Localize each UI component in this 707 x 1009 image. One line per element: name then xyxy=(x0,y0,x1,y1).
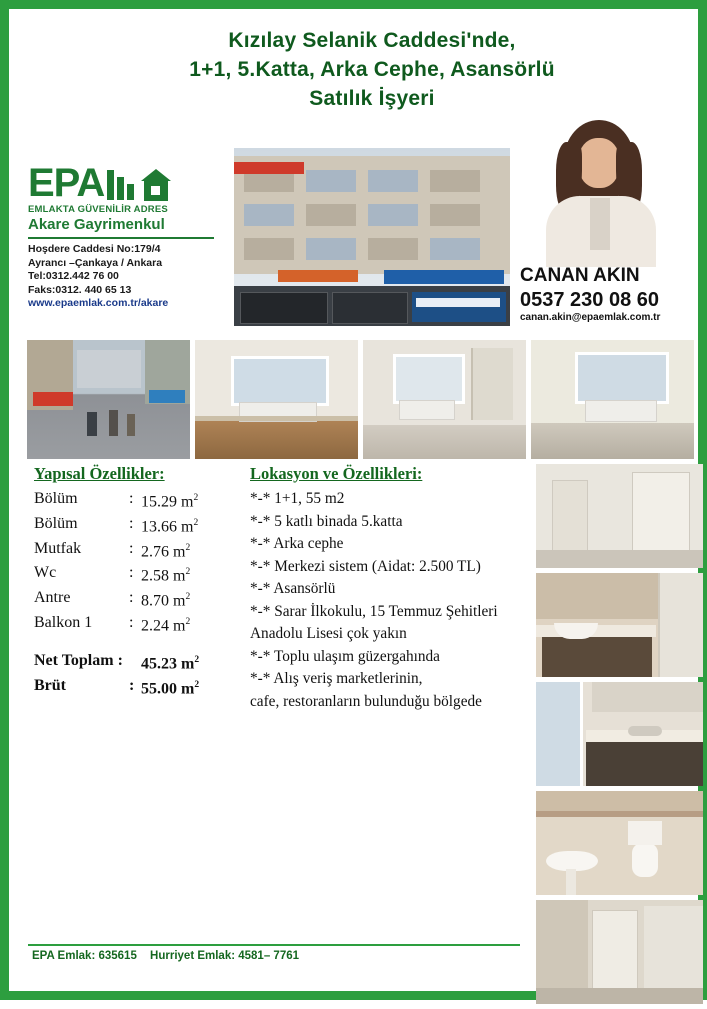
brand-text: EPA xyxy=(28,161,105,205)
spec-value-text: 13.66 m xyxy=(141,518,194,536)
spec-unit: 2 xyxy=(185,567,191,578)
list-item: *-* Alış veriş marketlerinin, xyxy=(250,670,423,687)
photo-building-facade xyxy=(234,148,510,326)
spec-unit: 2 xyxy=(185,592,191,603)
flyer-inner xyxy=(9,9,698,991)
company-name: Akare Gayrimenkul xyxy=(28,216,165,233)
spec-unit: 2 xyxy=(185,542,191,553)
spec-label: Bölüm xyxy=(34,514,78,532)
list-item-cont: cafe, restoranların bulunduğu bölgede xyxy=(250,692,482,710)
address-line-1: Hoşdere Caddesi No:179/4 xyxy=(28,243,161,255)
agent-name: CANAN AKIN xyxy=(520,265,640,286)
headline-line-3: Satılık İşyeri xyxy=(309,87,435,110)
total-separator: : xyxy=(129,676,135,694)
photo-kitchen xyxy=(536,682,703,786)
spec-label: Balkon 1 xyxy=(34,614,93,632)
footer xyxy=(32,950,309,962)
total-value xyxy=(141,675,244,700)
total-row-gross xyxy=(34,675,244,700)
photo-column xyxy=(536,464,703,1009)
spec-value-text: 2.58 m xyxy=(141,567,186,585)
spec-label: Bölüm xyxy=(34,490,78,507)
spec-unit: 2 xyxy=(193,517,199,528)
spec-row xyxy=(34,538,244,563)
footer-epa-code: EPA Emlak: 635615 xyxy=(32,950,137,962)
headline-line-1: Kızılay Selanik Caddesi'nde, xyxy=(228,29,516,52)
house-icon xyxy=(141,169,171,201)
spec-label: Wc xyxy=(34,564,57,582)
address-line-2: Ayrancı –Çankaya / Ankara xyxy=(28,256,163,269)
photo-agent xyxy=(520,112,682,267)
company-phone: Tel:0312.442 76 00 xyxy=(28,270,119,282)
list-item: *-* Sarar İlkokulu, 15 Temmuz Şehitleri xyxy=(250,602,498,620)
brand-tagline: EMLAKTA GÜVENİLİR ADRES xyxy=(28,204,168,215)
spec-value xyxy=(141,538,244,563)
page-title xyxy=(102,26,642,113)
spec-label: Antre xyxy=(34,589,71,607)
bars-icon xyxy=(107,170,137,200)
agent-email[interactable]: canan.akin@epaemlak.com.tr xyxy=(520,312,661,323)
company-address xyxy=(28,243,228,311)
spec-row xyxy=(34,562,244,587)
total-value-text: 45.23 m xyxy=(141,655,195,673)
list-item: *-* Merkezi sistem (Aidat: 2.500 TL) xyxy=(250,557,481,575)
agent-phone[interactable]: 0537 230 08 60 xyxy=(520,289,660,311)
photo-bathroom-sink xyxy=(536,573,703,677)
spec-separator: : xyxy=(129,614,134,632)
spec-unit: 2 xyxy=(185,617,191,628)
spec-row xyxy=(34,488,244,513)
spec-separator: : xyxy=(129,490,134,507)
photo-room-2 xyxy=(363,340,526,459)
spec-row xyxy=(34,513,244,538)
list-item: *-* Asansörlü xyxy=(250,580,336,597)
company-logo-block xyxy=(28,157,228,311)
structural-totals xyxy=(34,650,244,700)
headline-line-2: 1+1, 5.Katta, Arka Cephe, Asansörlü xyxy=(189,58,555,81)
photo-strip xyxy=(27,340,703,459)
spec-value xyxy=(141,513,244,538)
photo-room-1 xyxy=(195,340,358,459)
spec-value xyxy=(141,488,244,513)
spec-unit: 2 xyxy=(193,493,199,503)
spec-value xyxy=(141,587,244,612)
location-list xyxy=(250,488,532,712)
structural-section xyxy=(34,464,244,700)
photo-street xyxy=(27,340,190,459)
spec-separator: : xyxy=(129,564,134,582)
total-value-text: 55.00 m xyxy=(141,680,195,698)
photo-room-3 xyxy=(531,340,694,459)
footer-hurriyet-code: Hurriyet Emlak: 4581– 7761 xyxy=(150,950,300,962)
spec-value-text: 2.76 m xyxy=(141,542,186,560)
location-title: Lokasyon ve Özellikleri: xyxy=(250,464,423,483)
structural-title: Yapısal Özellikler: xyxy=(34,464,165,483)
spec-label: Mutfak xyxy=(34,539,82,557)
spec-row xyxy=(34,587,244,612)
photo-corridor xyxy=(536,900,703,1004)
spec-value-text: 15.29 m xyxy=(141,493,194,511)
logo-mark xyxy=(28,157,228,203)
total-label: Brüt xyxy=(34,676,66,694)
total-label: Net Toplam : xyxy=(34,651,123,669)
company-website[interactable]: www.epaemlak.com.tr/akare xyxy=(28,297,169,309)
list-item: *-* Arka cephe xyxy=(250,535,344,552)
spec-value-text: 2.24 m xyxy=(141,617,186,635)
spec-value xyxy=(141,562,244,587)
spec-separator: : xyxy=(129,514,134,532)
spec-row xyxy=(34,612,244,637)
list-item: *-* 5 katlı binada 5.katta xyxy=(250,512,403,530)
list-item: *-* 1+1, 55 m2 xyxy=(250,490,345,507)
list-item-cont: Anadolu Lisesi çok yakın xyxy=(250,625,407,642)
photo-entry-hall xyxy=(536,464,703,568)
total-row-net xyxy=(34,650,244,675)
total-unit: 2 xyxy=(194,654,200,665)
spec-separator: : xyxy=(129,589,134,607)
spec-value xyxy=(141,612,244,637)
total-value xyxy=(141,650,244,675)
footer-divider xyxy=(28,944,520,946)
spec-value-text: 8.70 m xyxy=(141,592,186,610)
photo-wc xyxy=(536,791,703,895)
logo-divider xyxy=(28,237,214,239)
spec-separator: : xyxy=(129,539,134,557)
total-unit: 2 xyxy=(194,679,200,690)
structural-rows xyxy=(34,488,244,637)
list-item: *-* Toplu ulaşım güzergahında xyxy=(250,647,440,665)
company-fax: Faks:0312. 440 65 13 xyxy=(28,283,132,296)
location-section xyxy=(250,464,532,713)
